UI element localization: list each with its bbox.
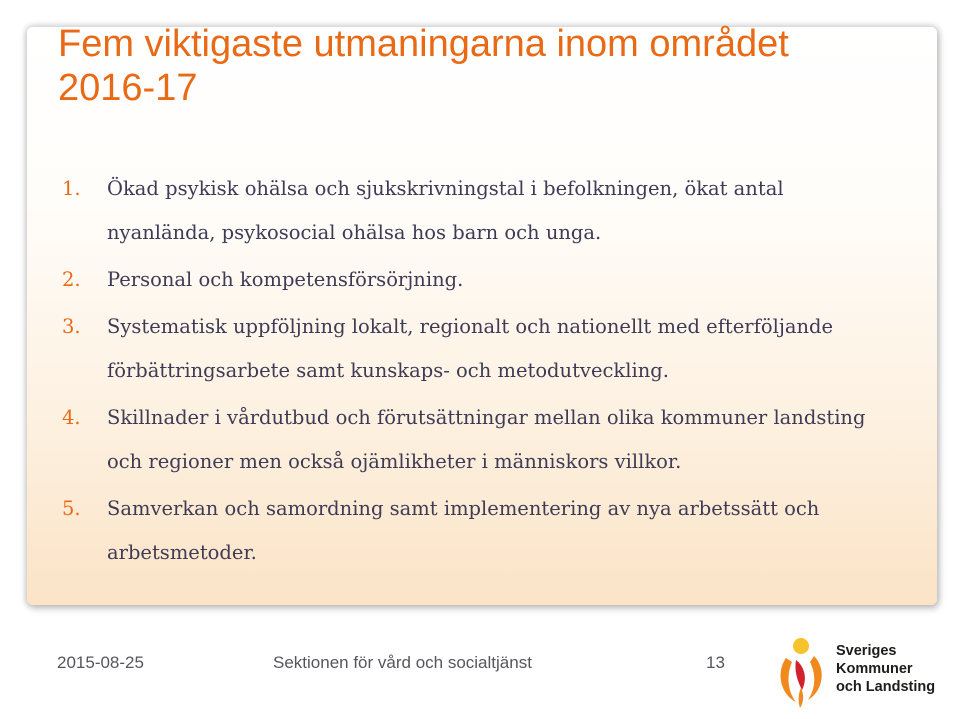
footer-date: 2015-08-25 xyxy=(57,653,144,672)
list-item xyxy=(58,396,898,484)
logo-arc-right xyxy=(808,656,822,700)
logo-arc-outer xyxy=(781,658,796,702)
list-item-number: 3. xyxy=(62,315,81,338)
logo-wordmark xyxy=(836,642,935,696)
list-item-text: Skillnader i vårdutbud och förutsättningar mellan olika kommuner landsting och regioner men också ojämlikheter i människors villkor. xyxy=(107,406,866,473)
list-item-number: 2. xyxy=(62,268,81,291)
footer-section: Sektionen för vård och socialtjänst xyxy=(273,653,532,672)
skl-flame-icon xyxy=(774,632,834,710)
list-item-text: Samverkan och samordning samt implementering av nya arbetssätt och arbetsmetoder. xyxy=(107,497,820,564)
list-item-number: 5. xyxy=(62,497,81,520)
logo-stem xyxy=(799,688,804,708)
challenge-list xyxy=(58,167,898,578)
slide-title: Fem viktigaste utmaningarna inom området 2016-17 xyxy=(58,23,789,109)
logo-head xyxy=(793,638,809,654)
list-item xyxy=(58,305,898,393)
list-item xyxy=(58,258,898,302)
list-item-text: Personal och kompetensförsörjning. xyxy=(107,268,464,291)
list-item-number: 1. xyxy=(62,177,81,200)
logo-line-3: och Landsting xyxy=(836,679,936,695)
list-item-text: Ökad psykisk ohälsa och sjukskrivningstal i befolkningen, ökat antal nyanlända, psykosocial ohälsa hos barn och unga. xyxy=(107,177,784,244)
list-item xyxy=(58,487,898,575)
list-item-number: 4. xyxy=(62,406,81,429)
footer-page-number: 13 xyxy=(706,653,725,672)
list-item xyxy=(58,167,898,255)
logo-body xyxy=(795,660,804,690)
logo-line-1: Sveriges xyxy=(836,643,897,659)
list-item-text: Systematisk uppföljning lokalt, regionalt och nationellt med efterföljande förbättringsarbete samt kunskaps- och metodutveckling. xyxy=(107,315,834,382)
skl-logo xyxy=(774,632,944,710)
logo-line-2: Kommuner xyxy=(836,661,913,677)
